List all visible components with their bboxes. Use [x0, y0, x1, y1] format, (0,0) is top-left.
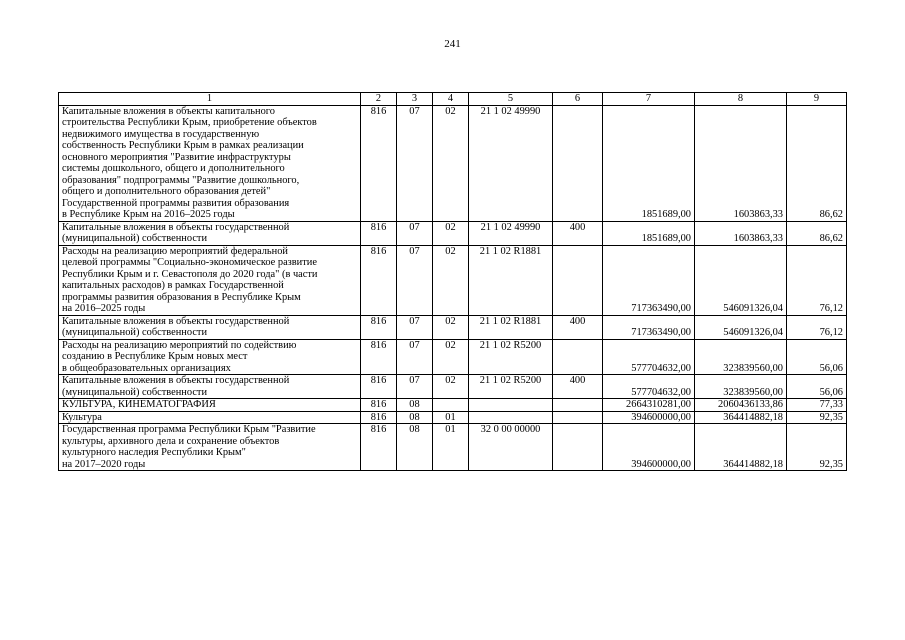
table-row	[59, 245, 847, 315]
code-section-cell: 07	[397, 339, 433, 375]
code-expense-type-cell	[553, 105, 603, 221]
row-name-cell: Расходы на реализацию мероприятий федеральной целевой программы "Социально-экономическое развитие Республики Крым и г. Севастополя до 2020 года" (в части капитальных расходов) в рамках Государственной программы развития образования в Республике Крым на 2016–2025 годы	[59, 245, 361, 315]
code-target-cell	[469, 399, 553, 412]
code-expense-type-cell	[553, 411, 603, 424]
code-target-cell: 21 1 02 R5200	[469, 339, 553, 375]
code-section-cell: 07	[397, 245, 433, 315]
table-row	[59, 411, 847, 424]
code-subsection-cell: 02	[433, 339, 469, 375]
code-subsection-cell: 01	[433, 411, 469, 424]
actual-amount-cell: 364414882,18	[695, 424, 787, 471]
budget-table	[58, 92, 847, 471]
percent-cell: 86,62	[787, 105, 847, 221]
actual-amount-cell: 323839560,00	[695, 339, 787, 375]
table-row	[59, 105, 847, 221]
row-name-cell: Расходы на реализацию мероприятий по содействию созданию в Республике Крым новых мест в общеобразовательных организациях	[59, 339, 361, 375]
code-section-cell: 07	[397, 105, 433, 221]
code-admin-cell: 816	[361, 399, 397, 412]
table-row	[59, 375, 847, 399]
row-name-cell: Капитальные вложения в объекты государственной (муниципальной) собственности	[59, 315, 361, 339]
actual-amount-cell: 546091326,04	[695, 315, 787, 339]
plan-amount-cell: 394600000,00	[603, 411, 695, 424]
table-header-row	[59, 93, 847, 106]
code-target-cell: 32 0 00 00000	[469, 424, 553, 471]
column-header: 2	[361, 93, 397, 106]
percent-cell: 86,62	[787, 221, 847, 245]
row-name-cell: Государственная программа Республики Крым "Развитие культуры, архивного дела и сохранение объектов культурного наследия Республики Крым" на 2017–2020 годы	[59, 424, 361, 471]
code-section-cell: 07	[397, 221, 433, 245]
plan-amount-cell: 394600000,00	[603, 424, 695, 471]
column-header: 9	[787, 93, 847, 106]
code-section-cell: 08	[397, 411, 433, 424]
code-admin-cell: 816	[361, 339, 397, 375]
plan-amount-cell: 577704632,00	[603, 375, 695, 399]
code-subsection-cell: 01	[433, 424, 469, 471]
code-expense-type-cell	[553, 424, 603, 471]
code-subsection-cell	[433, 399, 469, 412]
code-expense-type-cell: 400	[553, 315, 603, 339]
actual-amount-cell: 1603863,33	[695, 105, 787, 221]
plan-amount-cell: 1851689,00	[603, 221, 695, 245]
code-target-cell: 21 1 02 R5200	[469, 375, 553, 399]
plan-amount-cell: 577704632,00	[603, 339, 695, 375]
code-target-cell: 21 1 02 R1881	[469, 245, 553, 315]
row-name-cell: КУЛЬТУРА, КИНЕМАТОГРАФИЯ	[59, 399, 361, 412]
code-expense-type-cell	[553, 399, 603, 412]
table-row	[59, 221, 847, 245]
table-row	[59, 315, 847, 339]
table-row	[59, 424, 847, 471]
code-target-cell: 21 1 02 49990	[469, 105, 553, 221]
code-admin-cell: 816	[361, 221, 397, 245]
code-expense-type-cell: 400	[553, 221, 603, 245]
table-row	[59, 339, 847, 375]
plan-amount-cell: 717363490,00	[603, 245, 695, 315]
code-section-cell: 07	[397, 315, 433, 339]
code-admin-cell: 816	[361, 411, 397, 424]
code-admin-cell: 816	[361, 105, 397, 221]
row-name-cell: Капитальные вложения в объекты государственной (муниципальной) собственности	[59, 221, 361, 245]
percent-cell: 77,33	[787, 399, 847, 412]
code-subsection-cell: 02	[433, 245, 469, 315]
row-name-cell: Капитальные вложения в объекты государственной (муниципальной) собственности	[59, 375, 361, 399]
actual-amount-cell: 364414882,18	[695, 411, 787, 424]
code-section-cell: 08	[397, 399, 433, 412]
code-target-cell: 21 1 02 49990	[469, 221, 553, 245]
percent-cell: 92,35	[787, 411, 847, 424]
actual-amount-cell: 323839560,00	[695, 375, 787, 399]
code-admin-cell: 816	[361, 375, 397, 399]
plan-amount-cell: 1851689,00	[603, 105, 695, 221]
plan-amount-cell: 2664310281,00	[603, 399, 695, 412]
percent-cell: 92,35	[787, 424, 847, 471]
percent-cell: 56,06	[787, 339, 847, 375]
code-admin-cell: 816	[361, 315, 397, 339]
code-section-cell: 07	[397, 375, 433, 399]
actual-amount-cell: 546091326,04	[695, 245, 787, 315]
percent-cell: 76,12	[787, 245, 847, 315]
column-header: 1	[59, 93, 361, 106]
percent-cell: 76,12	[787, 315, 847, 339]
percent-cell: 56,06	[787, 375, 847, 399]
code-subsection-cell: 02	[433, 315, 469, 339]
actual-amount-cell: 1603863,33	[695, 221, 787, 245]
code-expense-type-cell	[553, 339, 603, 375]
column-header: 4	[433, 93, 469, 106]
code-expense-type-cell: 400	[553, 375, 603, 399]
row-name-cell: Культура	[59, 411, 361, 424]
code-admin-cell: 816	[361, 424, 397, 471]
code-expense-type-cell	[553, 245, 603, 315]
page-number: 241	[444, 38, 461, 50]
code-subsection-cell: 02	[433, 221, 469, 245]
plan-amount-cell: 717363490,00	[603, 315, 695, 339]
column-header: 6	[553, 93, 603, 106]
column-header: 7	[603, 93, 695, 106]
column-header: 5	[469, 93, 553, 106]
row-name-cell: Капитальные вложения в объекты капитального строительства Республики Крым, приобретение объектов недвижимого имущества в государственную собственность Республики Крым в рамках реализации основного мероприятия "Развитие инфраструктуры системы дошкольного, общего и дополнительного образования" подпрограммы "Развитие дошкольного, общего и дополнительного образования детей" Государственной программы развития образования в Республике Крым на 2016–2025 годы	[59, 105, 361, 221]
code-subsection-cell: 02	[433, 375, 469, 399]
code-admin-cell: 816	[361, 245, 397, 315]
column-header: 8	[695, 93, 787, 106]
code-subsection-cell: 02	[433, 105, 469, 221]
code-target-cell: 21 1 02 R1881	[469, 315, 553, 339]
table-row	[59, 399, 847, 412]
column-header: 3	[397, 93, 433, 106]
code-target-cell	[469, 411, 553, 424]
code-section-cell: 08	[397, 424, 433, 471]
actual-amount-cell: 2060436133,86	[695, 399, 787, 412]
